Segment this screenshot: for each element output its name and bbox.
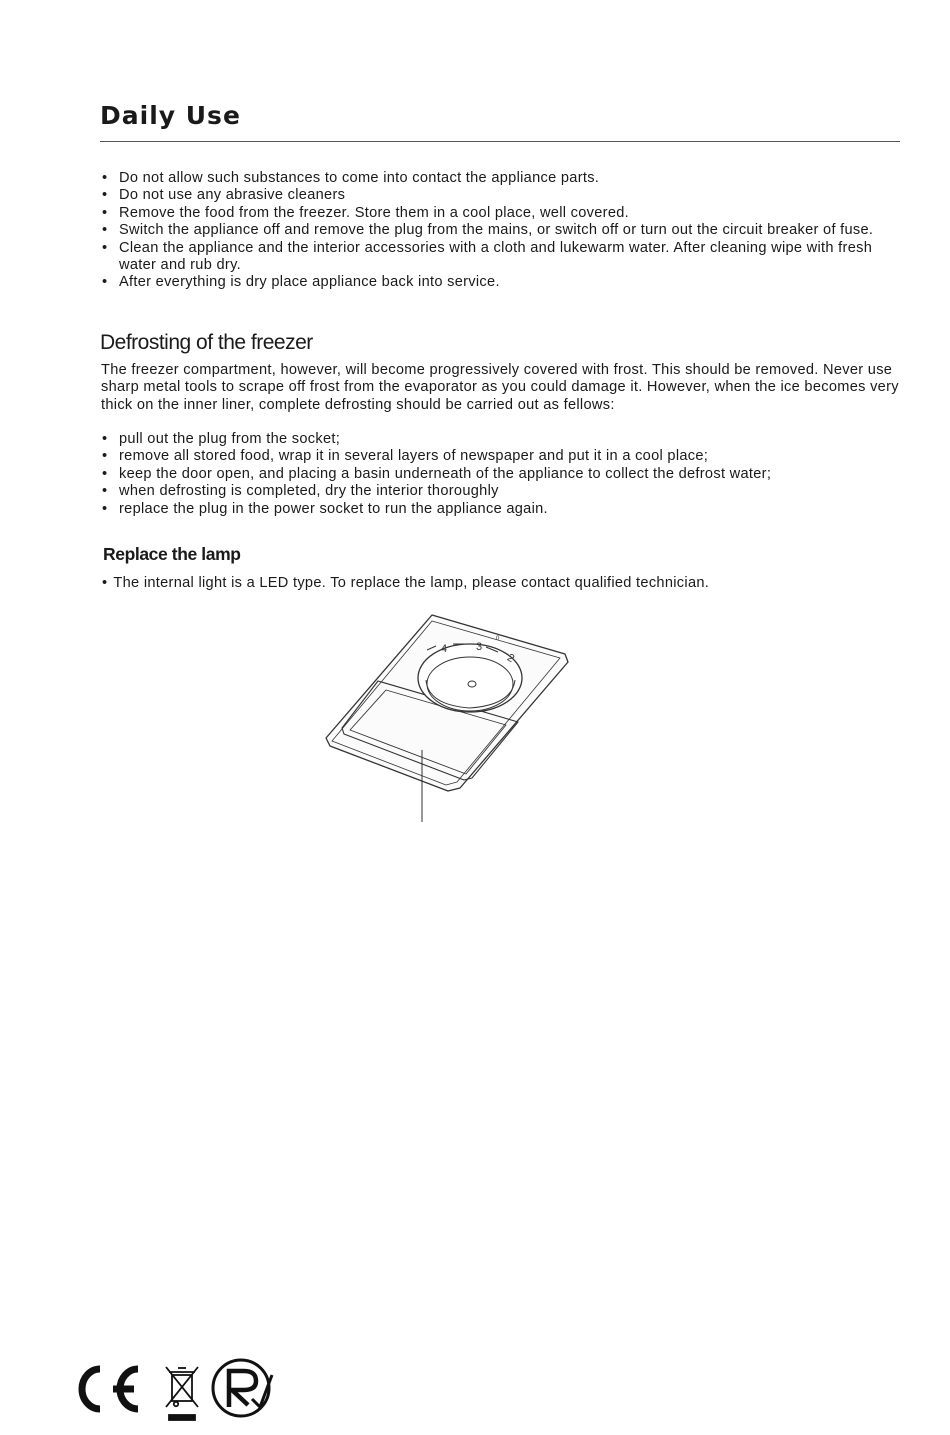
dial-number: 2 [505,651,517,666]
list-item: • Do not use any abrasive cleaners [100,187,910,204]
list-item: • replace the plug in the power socket to run the appliance again. [100,501,910,518]
ce-mark-icon [82,1369,138,1409]
title-divider [100,141,900,142]
defrost-steps [100,431,910,518]
list-item: • Switch the appliance off and remove the plug from the mains, or switch off or turn out the circuit breaker of fuse. [100,222,910,239]
list-item: • keep the door open, and placing a basin underneath of the appliance to collect the defrost water; [100,466,910,483]
list-item: • Do not allow such substances to come into contact the appliance parts. [100,170,910,187]
list-item: • remove all stored food, wrap it in several layers of newspaper and put it in a cool place; [100,448,910,465]
defrost-heading: Defrosting of the freezer [100,331,313,354]
defrost-paragraph: The freezer compartment, however, will become progressively covered with frost. This should be removed. Never use sharp metal tools to scrape off frost from the evaporator as you could damage it. However, when the ice becomes very thick on the inner liner, complete defrosting should be carried out as fellows: [101,362,899,413]
thermostat-lamp-illustration [320,610,580,825]
list-item: • when defrosting is completed, dry the interior thoroughly [100,483,910,500]
dial-number: 4 [441,643,448,655]
certification-logos [66,1355,286,1425]
lamp-text: The internal light is a LED type. To replace the lamp, please contact qualified technician. [113,575,710,591]
list-item: • Clean the appliance and the interior accessories with a cloth and lukewarm water. After cleaning wipe with fresh water and rub dry. [100,240,910,275]
list-item: • pull out the plug from the socket; [100,431,910,448]
dial-mark: 0 [496,636,500,642]
cleaning-list [100,170,910,292]
list-item: • Remove the food from the freezer. Store them in a cool place, well covered. [100,205,910,222]
dial-number: 3 [476,641,483,653]
lamp-heading: Replace the lamp [103,544,241,564]
bullet: • [102,575,108,591]
list-item: • After everything is dry place appliance back into service. [100,274,910,291]
page-title: Daily Use [100,101,241,130]
rv-certification-icon [213,1360,272,1416]
lamp-text-line [102,575,709,591]
weee-bin-icon [166,1367,198,1420]
